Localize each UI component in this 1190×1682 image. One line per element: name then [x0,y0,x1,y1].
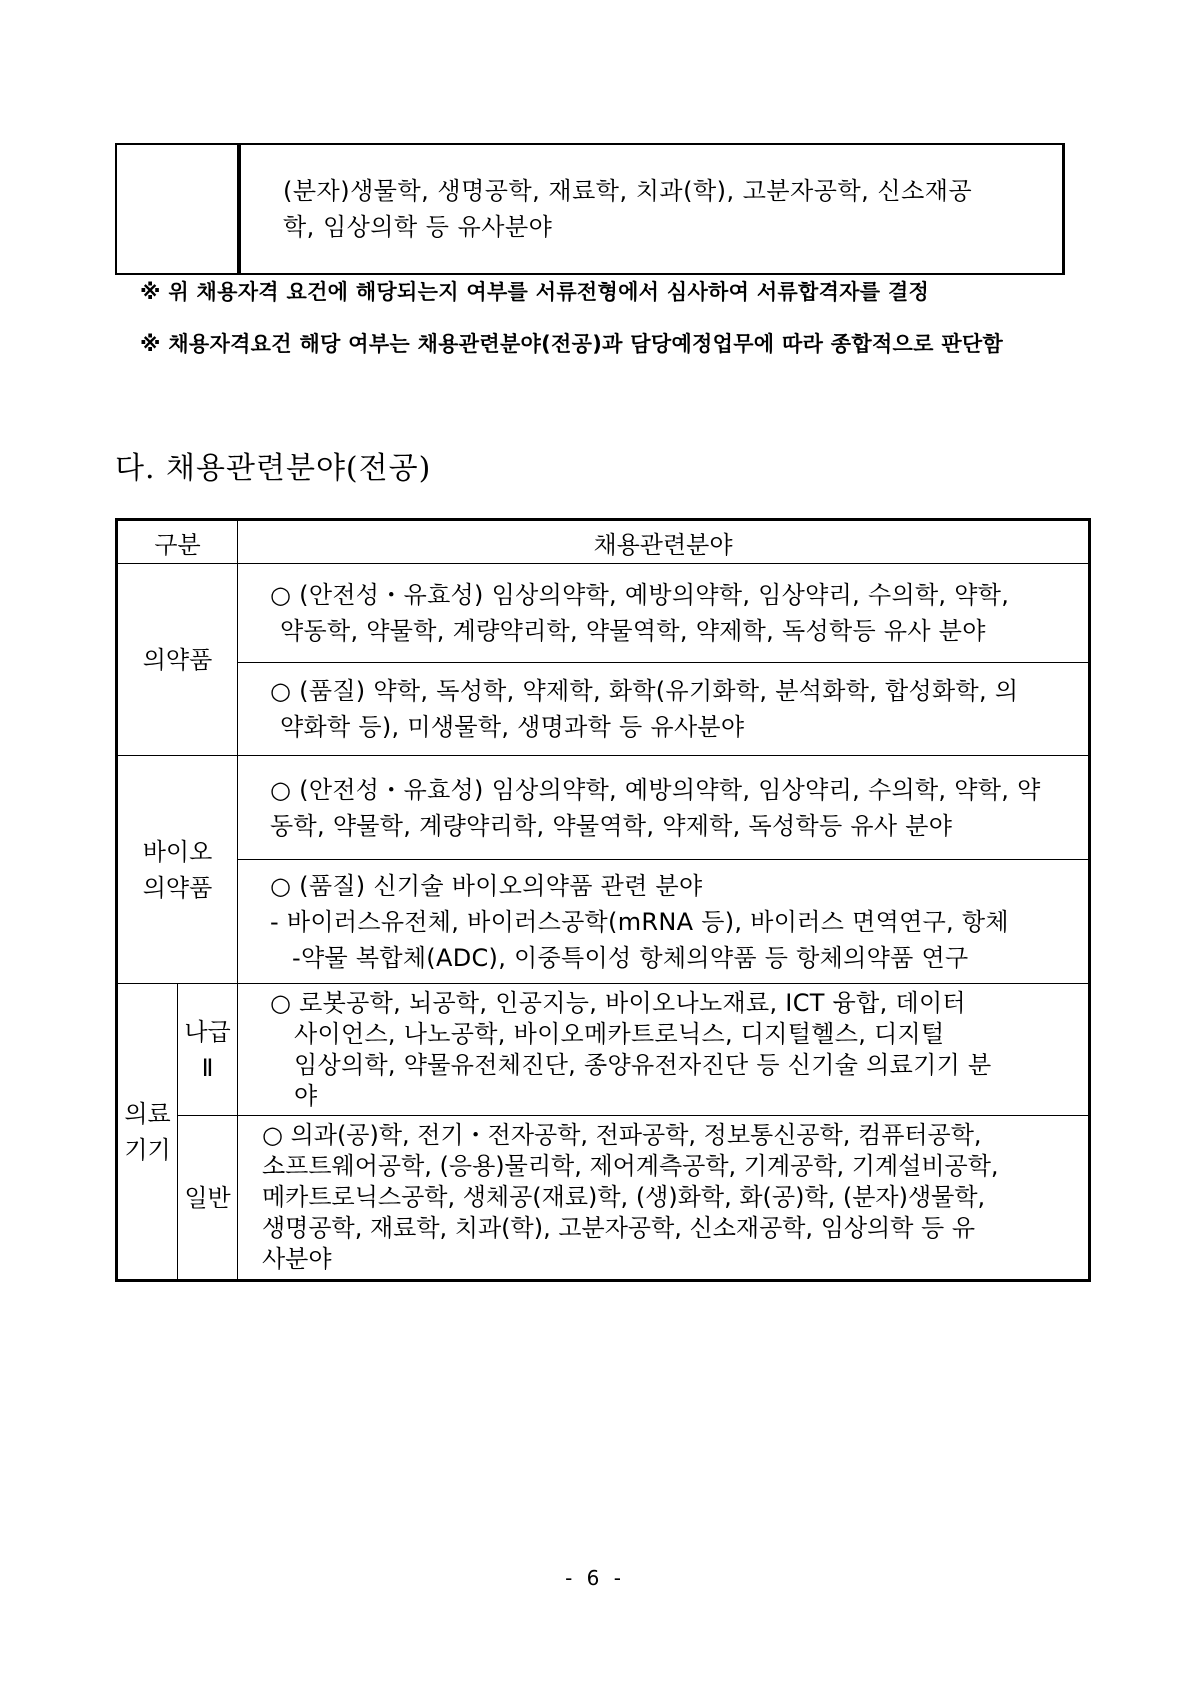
pharma-safety-line-1: ○ (안전성・유효성) 임상의약학, 예방의약학, 임상약리, 수의학, 약학, [270,581,1010,609]
device-general-line-2: 소프트웨어공학, (응용)물리학, 제어계측공학, 기계공학, 기계설비공학, [262,1152,999,1180]
section-title: 다. 채용관련분야(전공) [115,451,432,486]
bio-quality-line-3: -약물 복합체(ADC), 이중특이성 항체의약품 등 항체의약품 연구 [292,943,969,972]
bio-quality-line-2: - 바이러스유전체, 바이러스공학(mRNA 등), 바이러스 면역연구, 항체 [270,907,1009,936]
device-grade2-line-4: 야 [294,1081,318,1110]
pharma-quality-cell [238,663,1090,756]
fields-table [115,518,1091,1282]
table-row [117,860,1090,984]
device-general-line-1: ○ 의과(공)학, 전기・전자공학, 전파공학, 정보통신공학, 컴퓨터공학, [262,1121,982,1149]
bio-safety-line-1: ○ (안전성・유효성) 임상의약학, 예방의약학, 임상약리, 수의학, 약학, 약 [270,775,1041,804]
fields-table-header-row [117,520,1090,564]
table-row [117,1116,1090,1281]
category-device-label-2: 기기 [124,1135,171,1164]
subcategory-grade2-label-1: 나급 [184,1017,231,1046]
table-row [117,663,1090,756]
top-continuation-table [115,143,1065,275]
pharma-quality-line-1: ○ (품질) 약학, 독성학, 약제학, 화학(유기화학, 분석화학, 합성화학, 의 [270,677,1019,705]
bio-safety-line-2: 동학, 약물학, 계량약리학, 약물역학, 약제학, 독성학등 유사 분야 [270,811,953,840]
category-bio-label-1: 바이오 [142,837,213,866]
bio-safety-cell [238,756,1090,860]
top-table-line-2: 학, 임상의학 등 유사분야 [283,213,553,241]
header-fields: 채용관련분야 [238,520,1090,564]
device-general-line-3: 메카트로닉스공학, 생체공(재료)학, (생)화학, 화(공)학, (분자)생물학, [262,1183,986,1211]
category-pharma-label: 의약품 [142,645,213,674]
category-device [117,984,178,1281]
device-general-line-4: 생명공학, 재료학, 치과(학), 고분자공학, 신소재공학, 임상의학 등 유 [262,1214,976,1242]
table-row [117,564,1090,663]
bio-quality-cell [238,860,1090,984]
pharma-safety-cell [238,564,1090,663]
subcategory-general-label: 일반 [184,1183,231,1212]
top-table-line-1: (분자)생물학, 생명공학, 재료학, 치과(학), 고분자공학, 신소재공 [283,177,973,205]
header-category: 구분 [117,520,238,564]
page-number: - 6 - [565,1566,625,1590]
device-grade2-line-3: 임상의학, 약물유전체진단, 종양유전자진단 등 신기술 의료기기 분 [294,1050,992,1079]
subcategory-general [178,1116,238,1281]
subcategory-grade2 [178,984,238,1116]
category-device-label-1: 의료 [124,1099,171,1128]
table-row [117,984,1090,1116]
top-table-empty-cell [116,144,239,274]
device-grade2-line-2: 사이언스, 나노공학, 바이오메카트로닉스, 디지털헬스, 디지털 [294,1019,945,1048]
note-judgement: ※ 채용자격요건 해당 여부는 채용관련분야(전공)과 담당예정업무에 따라 종합적으로 판단함 [140,332,1004,356]
table-row [117,756,1090,860]
device-general-line-5: 사분야 [262,1245,332,1273]
top-table-content-cell [239,144,1064,274]
subcategory-grade2-label-2: Ⅱ [201,1053,214,1082]
pharma-quality-line-2: 약화학 등), 미생물학, 생명과학 등 유사분야 [280,713,745,741]
device-general-cell [238,1116,1090,1281]
category-pharma [117,564,238,756]
category-bio [117,756,238,984]
pharma-safety-line-2: 약동학, 약물학, 계량약리학, 약물역학, 약제학, 독성학등 유사 분야 [280,617,986,645]
device-grade2-line-1: ○ 로봇공학, 뇌공학, 인공지능, 바이오나노재료, ICT 융합, 데이터 [270,988,966,1017]
bio-quality-line-1: ○ (품질) 신기술 바이오의약품 관련 분야 [270,871,703,900]
category-bio-label-2: 의약품 [142,873,213,902]
note-screening: ※ 위 채용자격 요건에 해당되는지 여부를 서류전형에서 심사하여 서류합격자를 결정 [140,280,930,304]
device-grade2-cell [238,984,1090,1116]
